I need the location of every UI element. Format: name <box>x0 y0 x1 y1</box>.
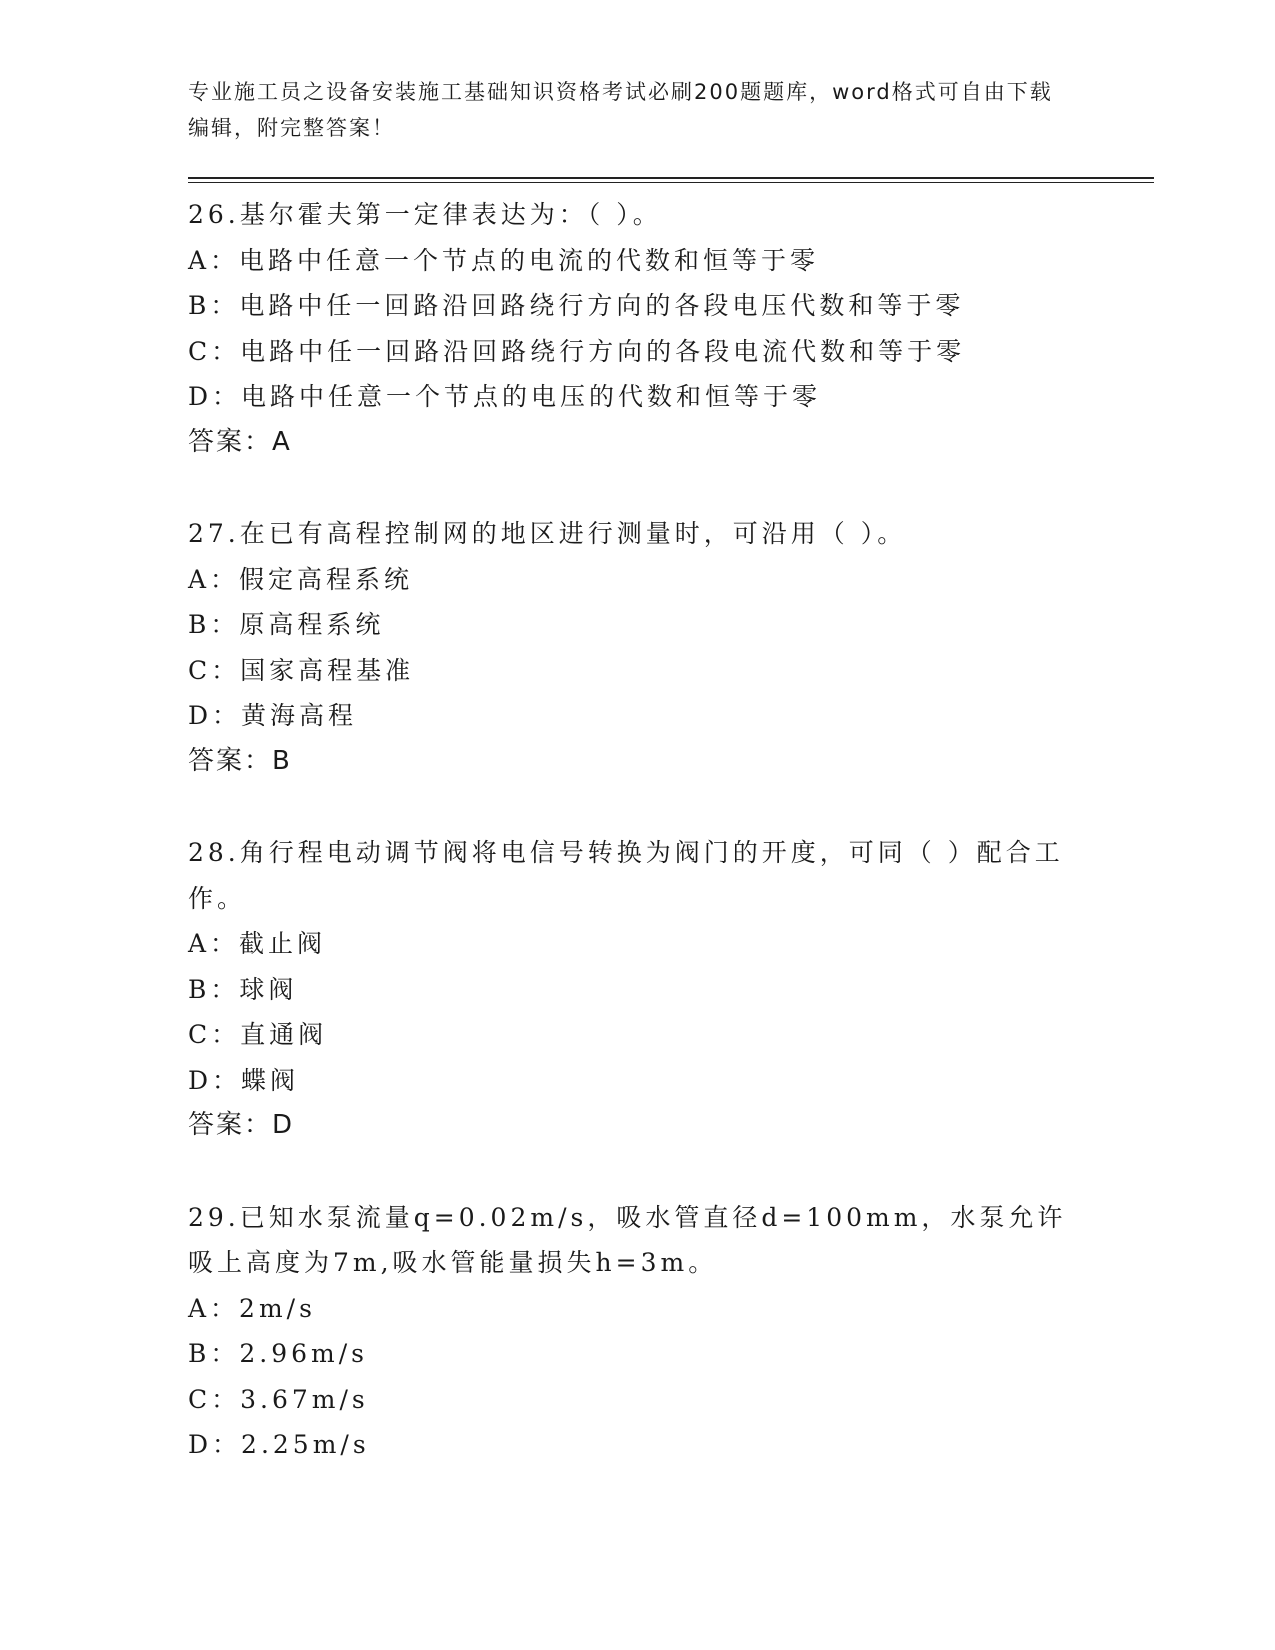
option-c: C：3.67m/s <box>188 1384 369 1414</box>
question-stem: 26.基尔霍夫第一定律表达为：（ ）。 <box>188 200 662 229</box>
option-a: A：截止阀 <box>188 929 327 958</box>
option-c: C：直通阀 <box>188 1020 328 1049</box>
question-list <box>188 192 1068 1514</box>
header-divider <box>188 177 1154 179</box>
question-27 <box>188 511 1068 784</box>
option-c: C：电路中任一回路沿回路绕行方向的各段电流代数和等于零 <box>188 336 966 366</box>
option-a: A：2m/s <box>188 1293 316 1323</box>
document-header: 专业施工员之设备安装施工基础知识资格考试必刷200题题库，word格式可自由下载编辑，附完整答案！ <box>188 80 1053 140</box>
question-stem: 29.已知水泵流量q=0.02m/s，吸水管直径d=100mm，水泵允许吸上高度为7m,吸水管能量损失h=3m。 <box>188 1202 1067 1277</box>
option-a: A：电路中任意一个节点的电流的代数和恒等于零 <box>188 245 820 275</box>
question-28 <box>188 830 1068 1149</box>
answer-line: 答案：D <box>188 1110 295 1140</box>
option-d: D：2.25m/s <box>188 1430 370 1459</box>
option-d: D：蝶阀 <box>188 1065 300 1095</box>
option-b: B：2.96m/s <box>188 1339 368 1368</box>
option-d: D：电路中任意一个节点的电压的代数和恒等于零 <box>188 382 822 411</box>
question-stem: 28.角行程电动调节阀将电信号转换为阀门的开度，可同（ ）配合工作。 <box>188 838 1064 913</box>
option-b: B：原高程系统 <box>188 610 385 639</box>
answer-line: 答案：B <box>188 745 292 776</box>
question-29 <box>188 1195 1068 1468</box>
header-divider-thin <box>188 182 1154 183</box>
option-d: D：黄海高程 <box>188 701 358 730</box>
option-b: B：电路中任一回路沿回路绕行方向的各段电压代数和等于零 <box>188 291 965 320</box>
option-c: C：国家高程基准 <box>188 655 415 685</box>
option-b: B：球阀 <box>188 974 298 1004</box>
option-a: A：假定高程系统 <box>188 564 414 594</box>
question-26 <box>188 192 1068 465</box>
answer-line: 答案：A <box>188 426 292 457</box>
question-stem: 27.在已有高程控制网的地区进行测量时，可沿用（ ）。 <box>188 519 907 548</box>
